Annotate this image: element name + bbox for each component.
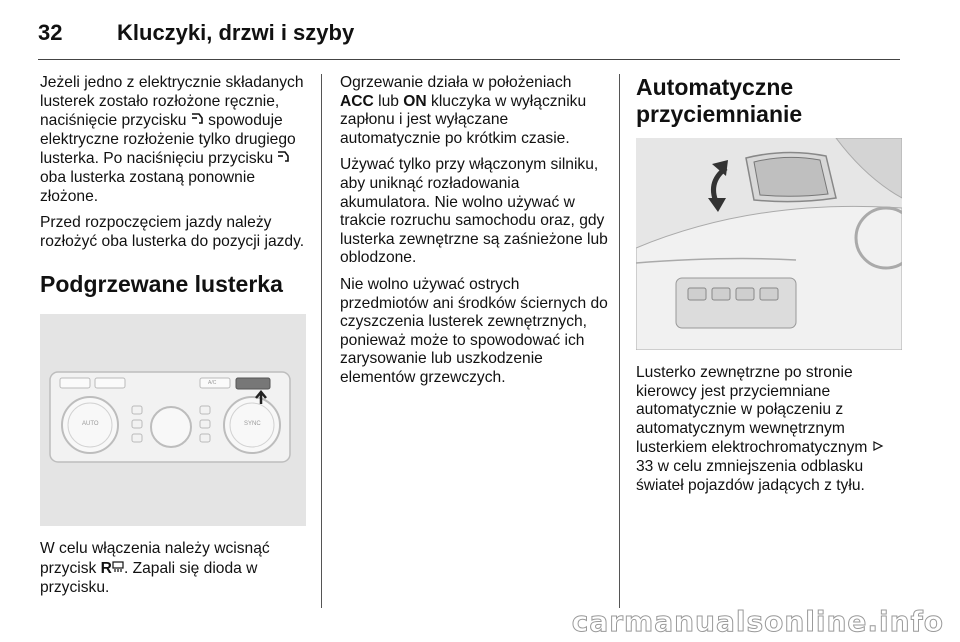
usage-warning-paragraph: Używać tylko przy włączonym silniku, aby uniknąć rozładowania akumulatora. Nie wolno używać w trakcie rozruchu samochodu oraz, gdy lusterka zewnętrzne są zaśnieżone lub oblodzone. [340,156,608,267]
heated-mirror-caption: W celu włączenia należy wcisnąć przycisk R . Zapali się dioda w przycisku. [40,540,270,596]
page-title: Kluczyki, drzwi i szyby [117,20,355,45]
column-3 [636,74,902,503]
ac-button-label: A/C [208,380,217,387]
knob-label-left: AUTO [82,421,99,428]
watermark-logo: carmanualsonline.info [571,605,944,638]
heated-mirror-icon [112,559,124,578]
heating-operation-paragraph: Ogrzewanie działa w położeniach ACC lub ON kluczyka w wyłączniku zapłonu i jest wyłączane automatycznie po krótkim czasie. [340,74,587,147]
page-header [38,20,900,50]
heated-mirror-button-symbol: R [100,559,112,577]
mirror-fold-icon [191,111,204,130]
page-number: 32 [38,20,63,45]
page-reference-arrow-icon [872,438,884,457]
climate-panel-illustration [40,314,306,526]
before-driving-paragraph: Przed rozpoczęciem jazdy należy rozłożyć oba lusterka do pozycji jazdy. [40,214,305,250]
knob-label-right: SYNC [244,421,261,428]
ignition-position-acc: ACC [340,92,374,110]
mirror-fold-icon [277,149,290,168]
header-divider [38,59,900,60]
cleaning-warning-paragraph: Nie wolno używać ostrych przedmiotów ani środków ściernych do czyszczenia lusterek zewnętrznych, ponieważ może to spowodować ich zarysowanie lub uszkodzenie elementów grzewczych. [340,275,608,386]
auto-dimming-paragraph: Lusterko zewnętrzne po stronie kierowcy jest przyciemniane automatycznie w połączeniu z automatycznym wewnętrznym lusterkiem elektrochromatycznym 33 w celu zmniejszenia odblasku świateł pojazdów jadących z tyłu. [636,364,902,495]
section-heading-heated-mirrors: Podgrzewane lusterka [40,271,283,298]
column-1 [40,74,306,605]
page-reference-number[interactable]: 33 [636,457,654,475]
section-heading-auto-dimming: Automatyczne przyciemnianie [636,74,803,127]
column-divider-1 [321,74,322,608]
door-mirror-illustration [636,138,902,350]
fold-mirror-paragraph: Jeżeli jedno z elektrycznie składanych lusterek zostało rozłożone ręcznie, naciśnięcie przycisku spowoduje elektryczne rozłożenie tylko drugiego lusterka. Po naciśnięciu przycisku oba lusterka zostaną ponownie złożone. [40,74,304,205]
column-divider-2 [619,74,620,608]
column-2 [340,74,608,396]
ignition-position-on: ON [403,92,427,110]
